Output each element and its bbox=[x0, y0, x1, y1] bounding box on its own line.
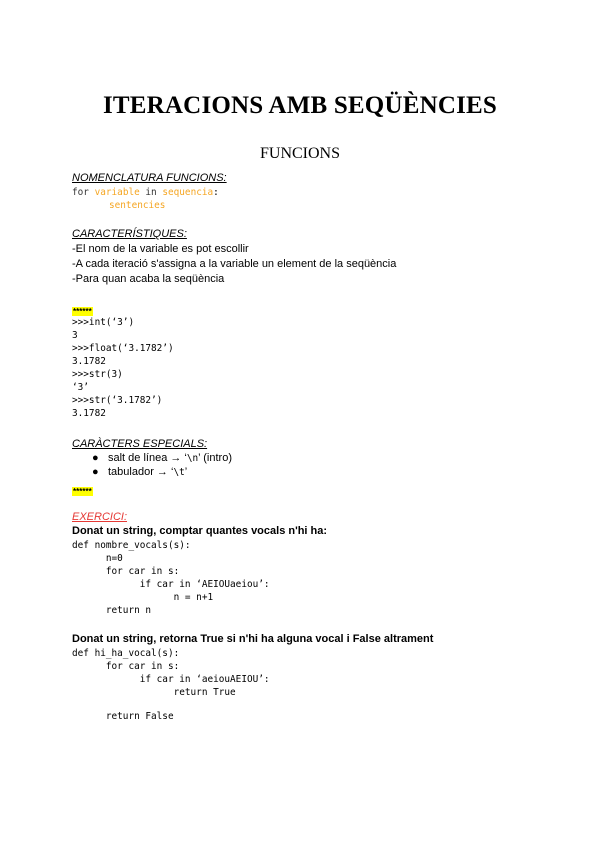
code-line: for car in s: bbox=[72, 566, 180, 577]
code-line: def nombre_vocals(s): bbox=[72, 540, 191, 551]
page-title: ITERACIONS AMB SEQÜÈNCIES bbox=[103, 92, 497, 119]
code-line: 3 bbox=[72, 330, 78, 341]
code-line: >>>float(‘3.1782’) bbox=[72, 343, 174, 354]
caracteristiques-heading: CARACTERÍSTIQUES: bbox=[72, 228, 187, 240]
for-syntax-line bbox=[72, 186, 219, 199]
caracteristica-line: -A cada iteració s'assigna a la variable un element de la seqüència bbox=[72, 258, 397, 270]
code-line: 3.1782 bbox=[72, 408, 106, 419]
variable-token: variable bbox=[94, 187, 140, 198]
colon-token: : bbox=[213, 187, 219, 198]
code-line: return False bbox=[72, 711, 174, 722]
exercici-heading: EXERCICI: bbox=[72, 511, 128, 523]
in-keyword: in bbox=[145, 187, 157, 198]
code-line: def hi_ha_vocal(s): bbox=[72, 648, 180, 659]
highlight-marker: ****** bbox=[73, 487, 92, 496]
sequence-token: sequencia bbox=[162, 187, 214, 198]
nomenclatura-heading: NOMENCLATURA FUNCIONS: bbox=[72, 172, 227, 184]
bullet-icon: ● bbox=[92, 452, 99, 464]
code-line: if car in ‘aeiouAEIOU’: bbox=[72, 674, 270, 685]
code-line: n=0 bbox=[72, 553, 123, 564]
code-line: return True bbox=[72, 687, 236, 698]
code-line: return n bbox=[72, 605, 152, 616]
exercise-task: Donat un string, comptar quantes vocals n'hi ha: bbox=[72, 525, 328, 537]
code-line: if car in ‘AEIOUaeiou’: bbox=[72, 579, 270, 590]
exercise-task: Donat un string, retorna True si n'hi ha alguna vocal i False altrament bbox=[72, 633, 434, 645]
caracteristica-line: -Para quan acaba la seqüència bbox=[72, 273, 225, 285]
code-line: >>>str(‘3.1782’) bbox=[72, 395, 163, 406]
list-item: salt de línea → ‘\n’ (intro) bbox=[108, 452, 232, 464]
code-line: ‘3’ bbox=[72, 382, 89, 393]
bullet-icon: ● bbox=[92, 466, 99, 478]
for-keyword: for bbox=[72, 187, 89, 198]
code-line: for car in s: bbox=[72, 661, 180, 672]
code-line: n = n+1 bbox=[72, 592, 214, 603]
code-line: 3.1782 bbox=[72, 356, 106, 367]
caracteristica-line: -El nom de la variable es pot escollir bbox=[72, 243, 249, 255]
code-line: >>>str(3) bbox=[72, 369, 123, 380]
code-line: >>>int(‘3’) bbox=[72, 317, 135, 328]
section-title: FUNCIONS bbox=[259, 145, 340, 162]
for-body-line: sentencies bbox=[109, 200, 166, 211]
highlight-marker: ****** bbox=[73, 307, 92, 316]
especials-heading: CARÀCTERS ESPECIALS: bbox=[72, 438, 208, 450]
list-item: tabulador → ‘\t’ bbox=[108, 466, 188, 478]
